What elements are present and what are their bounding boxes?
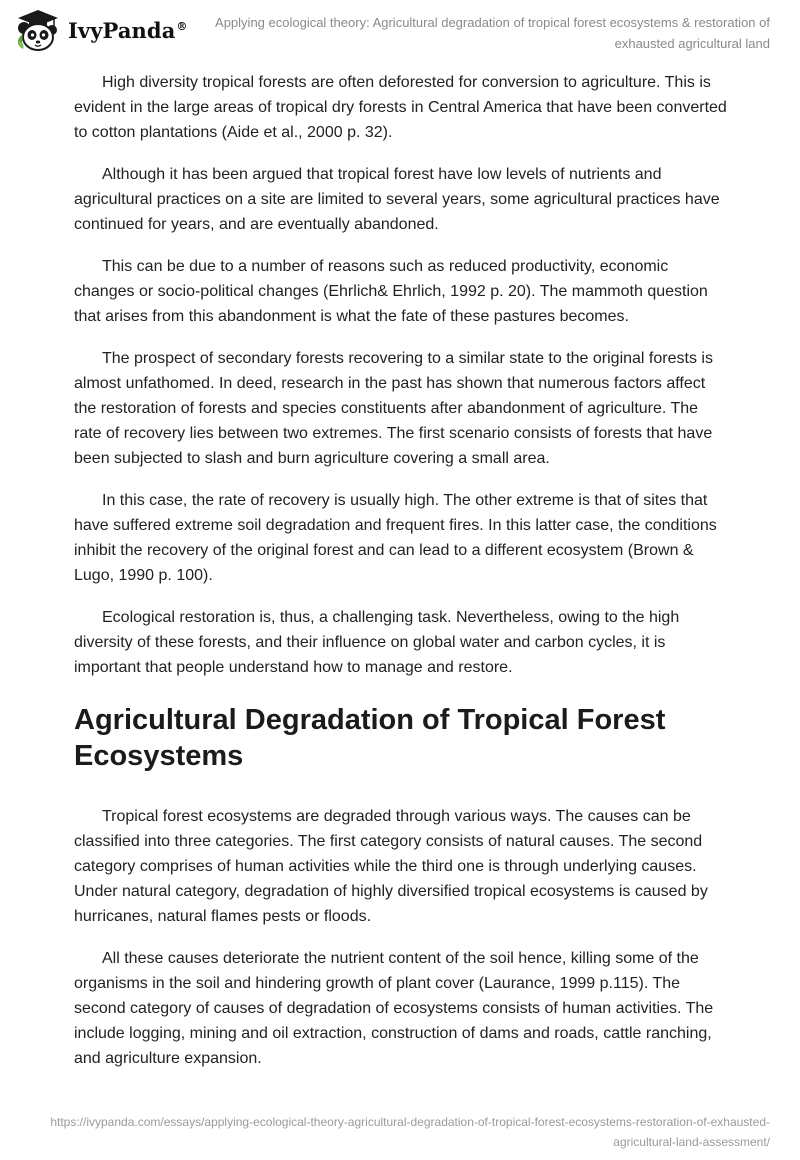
source-url[interactable]: https://ivypanda.com/essays/applying-ecological-theory-agricultural-degradation-of-tropical-forest-ecosystems-restoration-of-exhausted-agricultural-land-assessment/ [50, 1115, 770, 1149]
document-title: Applying ecological theory: Agricultural degradation of tropical forest ecosystems & restoration of exhausted agricultural land [215, 15, 770, 51]
brand-name: IvyPanda® [68, 17, 188, 43]
paragraph: In this case, the rate of recovery is usually high. The other extreme is that of sites that have suffered extreme soil degradation and frequent fires. In this latter case, the conditions inhibit the recovery of the original forest and can lead to a different ecosystem (Brown & Lugo, 1990 p. 100). [74, 492, 717, 584]
paragraph: The prospect of secondary forests recovering to a similar state to the original forests is almost unfathomed. In deed, research in the past has shown that numerous factors affect the restoration of forests and species constituents after abandonment of agriculture. The rate of recovery lies between two extremes. The first scenario consists of forests that have been subjected to slash and burn agriculture covering a small area. [74, 350, 713, 467]
registered-mark: ® [176, 19, 188, 33]
section-heading: Agricultural Degradation of Tropical Forest Ecosystems [74, 704, 666, 772]
panda-graduate-icon [14, 8, 62, 52]
brand-logo[interactable] [14, 8, 188, 52]
paragraph: All these causes deteriorate the nutrient content of the soil hence, killing some of the organisms in the soil and hindering growth of plant cover (Laurance, 1999 p.115). The second category of causes of degradation of ecosystems consists of human activities. The include logging, mining and oil extraction, construction of dams and roads, cattle ranching, and agriculture expansion. [74, 950, 714, 1067]
paragraph: High diversity tropical forests are often deforested for conversion to agriculture. This is evident in the large areas of tropical dry forests in Central America that have been converted to cotton plantations (Aide et al., 2000 p. 32). [74, 74, 727, 141]
paragraph: Ecological restoration is, thus, a challenging task. Nevertheless, owing to the high diversity of these forests, and their influence on global water and carbon cycles, it is important that people understand how to manage and restore. [74, 609, 680, 676]
article-body [74, 70, 730, 1088]
paragraph: Tropical forest ecosystems are degraded through various ways. The causes can be classified into three categories. The first category consists of natural causes. The second category comprises of human activities while the third one is through underlying causes. Under natural category, degradation of highly diversified tropical ecosystems is caused by hurricanes, natural flames pests or floods. [74, 808, 708, 925]
paragraph: This can be due to a number of reasons such as reduced productivity, economic changes or socio-political changes (Ehrlich& Ehrlich, 1992 p. 20). The mammoth question that arises from this abandonment is what the fate of these pastures becomes. [74, 258, 708, 325]
page-header [0, 0, 800, 60]
paragraph: Although it has been argued that tropical forest have low levels of nutrients and agricultural practices on a site are limited to several years, some agricultural practices have continued for years, and are eventually abandoned. [74, 166, 720, 233]
